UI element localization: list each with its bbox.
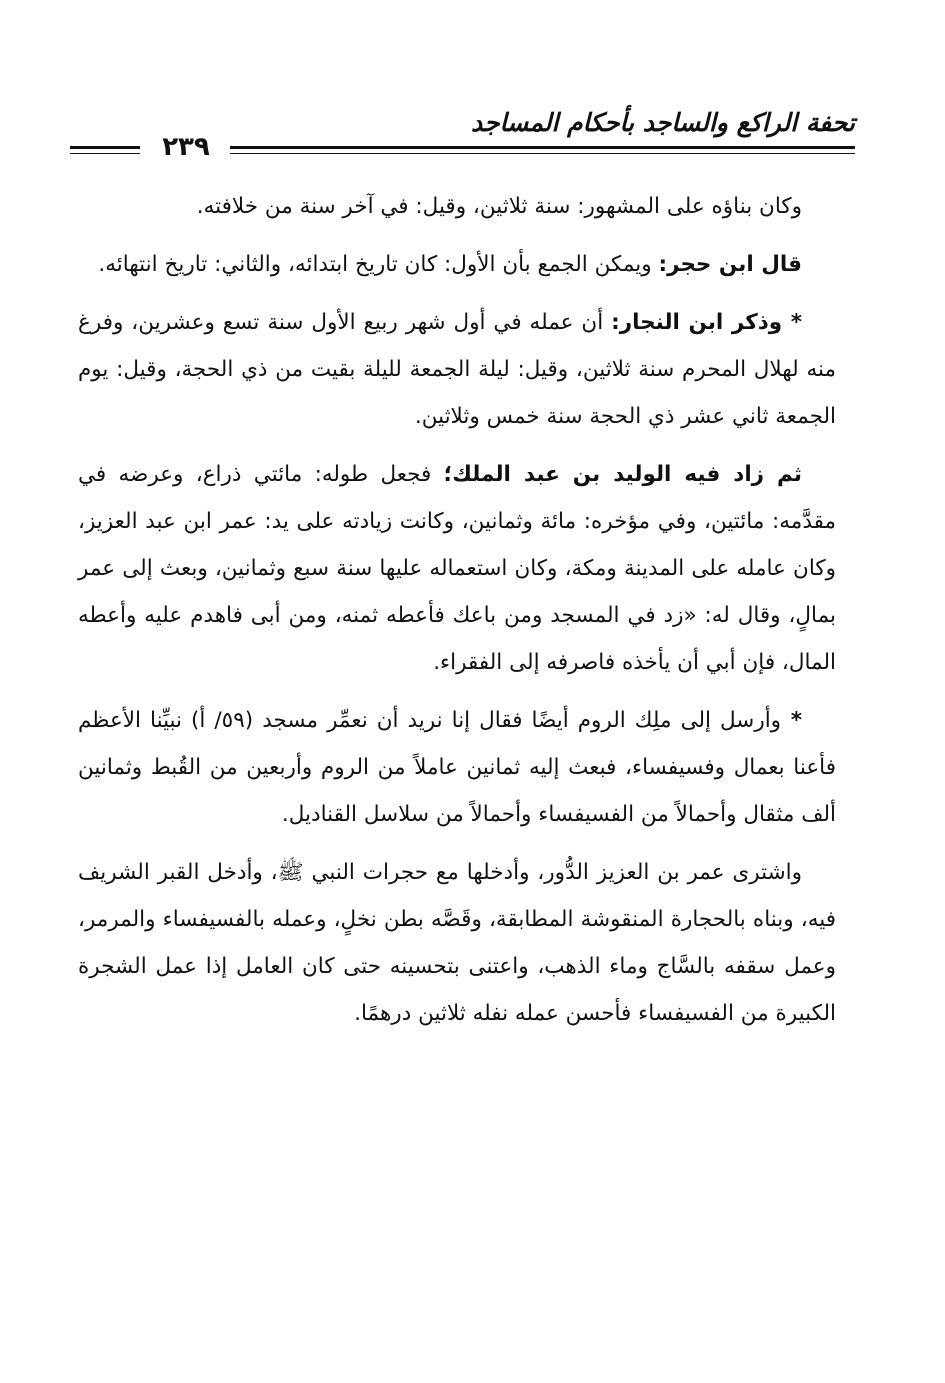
paragraph-text: فجعل طوله: مائتي ذراع، وعرضه في مقدَّمه: مائتين، وفي مؤخره: مائة وثمانين، وكانت زيادته على يد: عمر ابن عبد العزيز، وكان عامله على المدينة ومكة، وكان استعماله عليها سنة سبع وثمانين، وبعث إلى عمر بمالٍ، وقال له: «زد في المسجد ومن باعك فأعطه ثمنه، ومن أبى فاهدم عليه وأعطه المال، فإن أبي أن يأخذه فاصرفه إلى الفقراء. — [78, 462, 836, 675]
paragraph-4 — [78, 451, 836, 686]
page-number: ٢٣٩ — [150, 132, 222, 162]
star-marker: * — [781, 708, 802, 733]
header-rule-thin — [230, 153, 855, 154]
paragraph-text: ويمكن الجمع بأن الأول: كان تاريخ ابتدائه، والثاني: تاريخ انتهائه. — [98, 252, 659, 277]
paragraph-lead: وذكر ابن النجار: — [611, 310, 783, 335]
book-title: تحفة الراكع والساجد بأحكام المساجد — [470, 108, 855, 137]
paragraph-2 — [78, 241, 836, 288]
paragraph-5 — [78, 697, 836, 838]
paragraph-text: أن عمله في أول شهر ربيع الأول سنة تسع وعشرين، وفرغ منه لهلال المحرم سنة ثلاثين، وقيل: ليلة الجمعة لليلة بقيت من ذي الحجة، وقيل: يوم الجمعة ثاني عشر ذي الحجة سنة خمس وثلاثين. — [78, 310, 836, 429]
paragraph-text: واشترى عمر بن العزيز الدُّور، وأدخلها مع حجرات النبي ﷺ، وأدخل القبر الشريف فيه، وبناه بالحجارة المنقوشة المطابقة، وقَصَّه بطن نخلٍ، وعمله بالفسيفساء والمرمر، وعمل سقفه بالسَّاج وماء الذهب، واعتنى بتحسينه حتى كان العامل إذا عمل الشجرة الكبيرة من الفسيفساء فأحسن عمله نفله ثلاثين درهمًا. — [78, 860, 836, 1026]
header-rule-left — [70, 146, 140, 149]
paragraph-text: وأرسل إلى ملِك الروم أيضًا فقال إنا نريد أن نعمِّر مسجد (٥٩/ أ) نبيِّنا الأعظم فأعنا بعمال وفسيفساء، فبعث إليه ثمانين عاملاً من الروم وأربعين من القُبط وثمانين ألف مثقال وأحمالاً من الفسيفساء وأحمالاً من سلاسل القناديل. — [78, 708, 836, 827]
paragraph-3 — [78, 299, 836, 440]
paragraph-lead: قال ابن حجر: — [658, 252, 802, 277]
paragraph-6 — [78, 849, 836, 1037]
paragraph-text: وكان بناؤه على المشهور: سنة ثلاثين، وقيل: في آخر سنة من خلافته. — [196, 194, 802, 219]
paragraph-lead: ثم زاد فيه الوليد بن عبد الملك؛ — [443, 462, 802, 487]
running-header — [70, 108, 855, 168]
paragraph-1 — [78, 183, 836, 230]
star-marker: * — [782, 310, 802, 335]
body-text — [78, 183, 836, 1048]
header-rule — [230, 146, 855, 149]
header-rule-left-thin — [70, 153, 140, 154]
